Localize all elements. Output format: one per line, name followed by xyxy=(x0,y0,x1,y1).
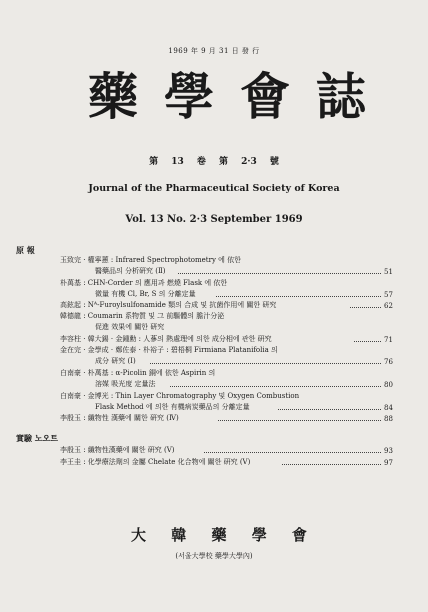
toc-line: 李容柱 · 韓大錫 · 金鍾勳 : 人蔘의 熱處理에 의한 成分相에 관한 硏究 xyxy=(60,335,272,343)
leader-dots xyxy=(350,306,381,308)
toc-line: 高鉉起 : Nᴬ-Furoylsulfonamide 類의 合成 및 抗菌作用에 關한 硏究 xyxy=(60,301,277,309)
page-number: 93 xyxy=(384,447,393,455)
toc-line: 醫藥品의 分析硏究 (Ⅱ) xyxy=(95,267,166,275)
page-number: 57 xyxy=(384,291,393,299)
journal-title: 藥學會誌 xyxy=(88,67,392,126)
page-number: 97 xyxy=(384,459,393,467)
leader-dots xyxy=(150,362,381,364)
toc-line: 促進 效果에 關한 硏究 xyxy=(95,323,165,331)
toc-line: 李殷玉 : 纖物性 漢藥에 關한 硏究 (Ⅳ) xyxy=(60,414,179,422)
volume-korean: 第 13 卷 第 2·3 號 xyxy=(149,157,279,167)
toc-line: 金在完 · 金學成 · 鄭佐泰 · 朴裕子 : 碧梧桐 Firmiana Platanifolia 의 xyxy=(60,346,278,354)
leader-dots xyxy=(204,451,381,453)
leader-dots xyxy=(278,408,381,410)
leader-dots xyxy=(218,419,381,421)
page-number: 76 xyxy=(384,358,393,366)
leader-dots xyxy=(354,340,381,342)
section-notes-heading: 實驗 노오트 xyxy=(16,433,58,443)
publisher-name: 大 韓 藥 學 會 xyxy=(131,526,317,544)
page-number: 51 xyxy=(384,268,393,276)
page-number: 71 xyxy=(384,336,393,344)
volume-english: Vol. 13 No. 2·3 September 1969 xyxy=(125,214,303,225)
toc-line: 白南豪 · 朴萬基 : α-Picolin 銅에 依한 Aspirin 의 xyxy=(60,369,216,377)
toc-line: 玉致完 · 權寧蕙 : Infrared Spectrophotometry 에 依한 xyxy=(60,256,241,264)
toc-line: 微量 有機 Cl, Br, S 의 分離定量 xyxy=(95,290,196,298)
page-number: 84 xyxy=(384,404,393,412)
leader-dots xyxy=(170,385,381,387)
page-number: 62 xyxy=(384,302,393,310)
toc-line: 白南豪 · 金博光 : Thin Layer Chromatography 및 Oxygen Combustion xyxy=(60,392,300,400)
toc-line: 李王圭 : 化學療法劑의 金屬 Chelate 化合物에 關한 硏究 (Ⅴ) xyxy=(60,458,251,466)
publication-date: 1969 年 9 月 31 日 發 行 xyxy=(168,47,260,55)
toc-line: 溶媒 吸光度 定量法 xyxy=(95,380,156,388)
leader-dots xyxy=(282,463,381,465)
publisher-address: (서울大學校 藥學大學內) xyxy=(175,552,253,560)
toc-line: Flask Method 에 의한 有機病炭藥品의 分離定量 xyxy=(95,403,250,411)
section-original-heading: 原 報 xyxy=(16,245,35,255)
toc-line: 成分 硏究 (Ⅰ) xyxy=(95,357,136,365)
leader-dots xyxy=(216,295,381,297)
page-number: 80 xyxy=(384,381,393,389)
toc-line: 朴萬基 : CHN-Corder 의 應用과 燃燒 Flask 에 依한 xyxy=(60,279,228,287)
page-number: 88 xyxy=(384,415,393,423)
leader-dots xyxy=(178,272,381,274)
toc-line: 韓德龍 : Coumarin 系物質 및 그 前驅體의 膽汁分泌 xyxy=(60,312,225,320)
journal-english-title: Journal of the Pharmaceutical Society of Korea xyxy=(88,183,340,194)
toc-line: 李殷玉 : 纖物性漢藥에 關한 硏究 (Ⅴ) xyxy=(60,446,175,454)
